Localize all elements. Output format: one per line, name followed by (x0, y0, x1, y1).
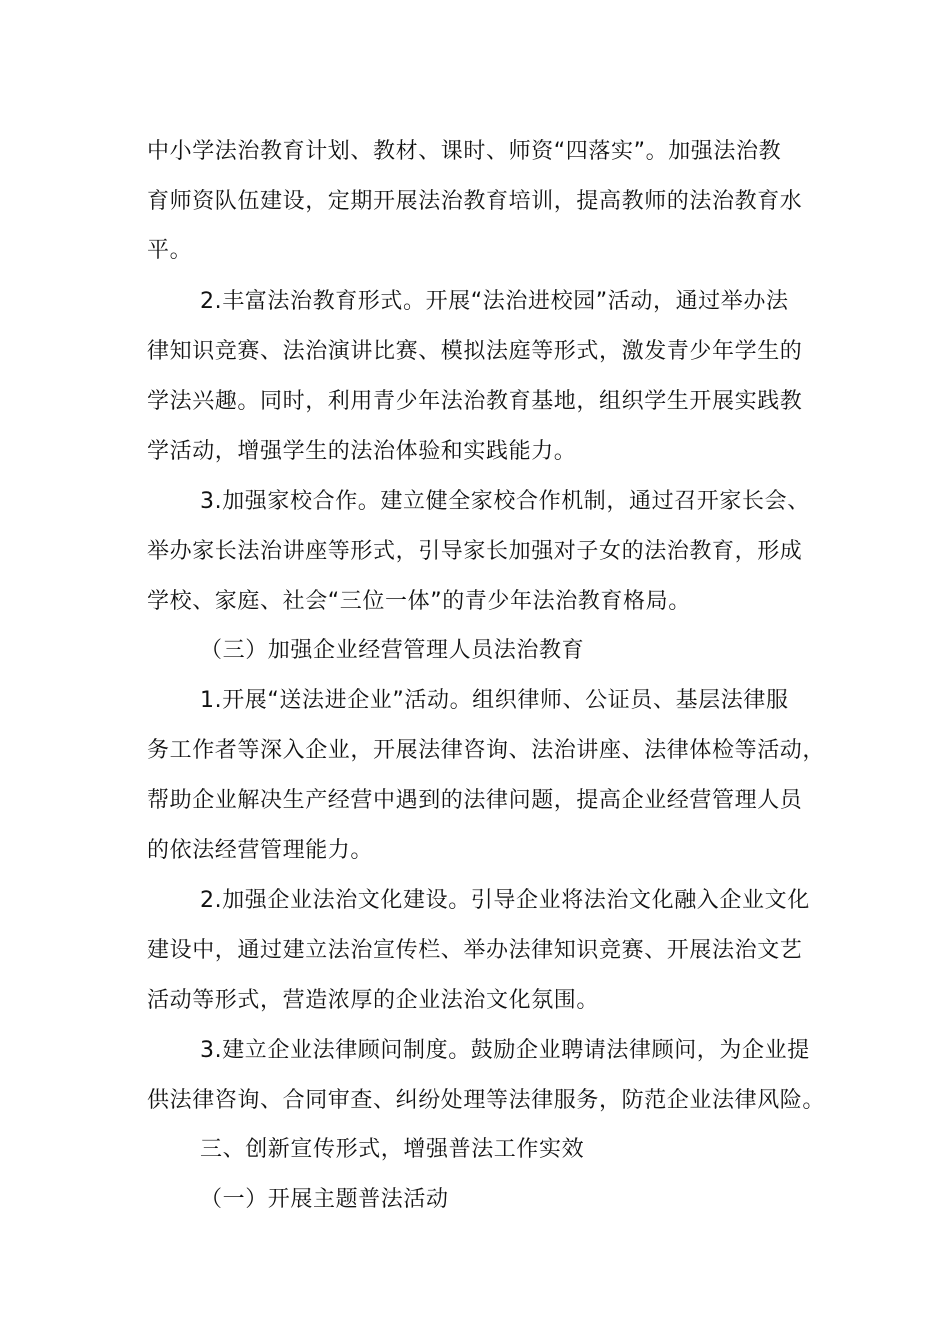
body-text-line: 平。 (147, 238, 193, 263)
chapter-heading: 三、创新宣传形式，增强普法工作实效 (200, 1137, 585, 1162)
body-text-line: 务工作者等深入企业，开展法律咨询、法治讲座、法律体检等活动， (147, 738, 826, 763)
list-item-first-line: 3.建立企业法律顾问制度。鼓励企业聘请法律顾问，为企业提 (200, 1038, 810, 1063)
body-text-line: 供法律咨询、合同审查、纠纷处理等法律服务，防范企业法律风险。 (147, 1088, 826, 1113)
section-heading: （一）开展主题普法活动 (200, 1187, 449, 1212)
body-text-line: 学法兴趣。同时，利用青少年法治教育基地，组织学生开展实践教 (147, 389, 803, 414)
section-heading: （三）加强企业经营管理人员法治教育 (200, 638, 585, 663)
body-text-line: 学活动，增强学生的法治体验和实践能力。 (147, 439, 577, 464)
body-text-line: 的依法经营管理能力。 (147, 838, 374, 863)
body-text-line: 律知识竞赛、法治演讲比赛、模拟法庭等形式，激发青少年学生的 (147, 339, 803, 364)
list-item-first-line: 2.丰富法治教育形式。开展“法治进校园”活动，通过举办法 (200, 289, 789, 314)
body-text-line: 学校、家庭、社会“三位一体”的青少年法治教育格局。 (147, 589, 691, 614)
list-item-first-line: 1.开展“送法进企业”活动。组织律师、公证员、基层法律服 (200, 688, 789, 713)
body-text-line: 活动等形式，营造浓厚的企业法治文化氛围。 (147, 988, 600, 1013)
body-text-line: 中小学法治教育计划、教材、课时、师资“四落实”。加强法治教 (147, 139, 782, 164)
body-text-line: 帮助企业解决生产经营中遇到的法律问题，提高企业经营管理人员 (147, 788, 803, 813)
body-text-line: 育师资队伍建设，定期开展法治教育培训，提高教师的法治教育水 (147, 189, 803, 214)
list-item-first-line: 3.加强家校合作。建立健全家校合作机制，通过召开家长会、 (200, 489, 810, 514)
body-text-line: 建设中，通过建立法治宣传栏、举办法律知识竞赛、开展法治文艺 (147, 938, 803, 963)
body-text-line: 举办家长法治讲座等形式，引导家长加强对子女的法治教育，形成 (147, 539, 803, 564)
list-item-first-line: 2.加强企业法治文化建设。引导企业将法治文化融入企业文化 (200, 888, 810, 913)
